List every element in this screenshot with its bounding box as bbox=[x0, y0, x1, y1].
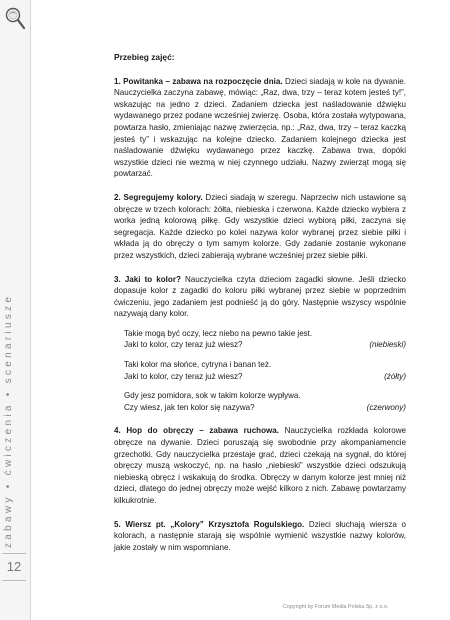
riddle-3-answer: (czerwony) bbox=[366, 402, 406, 412]
riddle-2-answer: (żółty) bbox=[384, 371, 406, 381]
paragraph-4-title: 4. Hop do obręczy – zabawa ruchowa. bbox=[114, 426, 279, 436]
paragraph-3-text: Nauczycielka czyta dzieciom zagadki słowne. Jeśli dziecko dopasuje kolor z zagadki do koloru piłki wybranej przez siebie w poprzednim ćwiczeniu, jego zadaniem jest podnieść ją do góry. Następnie wszyscy wspólnie nazywają dany kolor. bbox=[114, 274, 406, 319]
riddle-2 bbox=[124, 359, 406, 382]
paragraph-2-title: 2. Segregujemy kolory. bbox=[114, 192, 203, 202]
page-number: 12 bbox=[2, 553, 26, 581]
magnifier-logo-icon bbox=[4, 6, 26, 32]
riddle-2-line2: Jaki to kolor, czy teraz już wiesz? bbox=[124, 371, 243, 381]
riddle-2-line1: Taki kolor ma słońce, cytryna i banan też. bbox=[124, 360, 272, 370]
paragraph-5-title: 5. Wiersz pt. „Kolory” Krzysztofa Rogulskiego. bbox=[114, 519, 305, 529]
section-heading: Przebieg zajęć: bbox=[114, 52, 175, 62]
main-text bbox=[114, 52, 406, 565]
riddle-3-line1: Gdy jesz pomidora, sok w takim kolorze wypływa. bbox=[124, 391, 301, 401]
riddle-1-line2: Jaki to kolor, czy teraz już wiesz? bbox=[124, 340, 243, 350]
riddle-3 bbox=[124, 390, 406, 413]
paragraph-3-title: 3. Jaki to kolor? bbox=[114, 274, 181, 284]
copyright-footer: Copyright by Forum Media Polska Sp. z o.o. bbox=[283, 604, 389, 610]
riddle-1 bbox=[124, 328, 406, 351]
paragraph-4-text: Nauczycielka rozkłada kolorowe obręcze na dywanie. Dzieci poruszają się swobodnie przy akompaniamencie grzechotki. Gdy nauczycielka przestaje grać, dzieci czekają na sygnał, do której obręczy muszą wskoczyć, np. na hasło „niebieski” wszystkie dzieci odszukują niebieską obręcz i wskakują do środka. Obręczy w danym kolorze jest mniej niż dzieci, dlatego do jednej obręczy może wejść kilkoro z nich. Zabawę powtarzamy kilkukrotnie. bbox=[114, 426, 406, 505]
paragraph-4 bbox=[114, 425, 406, 506]
riddle-1-answer: (niebieski) bbox=[369, 340, 406, 350]
sidebar-strip bbox=[0, 0, 31, 620]
paragraph-5-text: Dzieci słuchają wiersza o kolorach, a następnie starają się wspólnie wymienić wszystkie nazwy kolorów, jakie zostały w nim wspomniane. bbox=[114, 519, 406, 552]
paragraph-5 bbox=[114, 519, 406, 554]
paragraph-1 bbox=[114, 76, 406, 180]
sidebar-vertical-label: zabawy • ćwiczenia • scenariusze bbox=[3, 293, 14, 548]
riddle-1-line1: Takie mogą być oczy, lecz niebo na pewno takie jest. bbox=[124, 328, 313, 338]
paragraph-2-text: Dzieci siadają w szeregu. Naprzeciw nich ustawione są obręcze w trzech kolorach: żółta, niebieska i czerwona. Każde dziecko wybiera z worka jedną kolorową piłkę. Gdy wszystkie dzieci wybiorą piłki, zaczyna się segregacja. Każde dziecko po kolei nazywa kolor wybranej przez siebie piłki i wkłada ją do obręczy o tym samym kolorze. Gdy zadanie zostanie wykonane przez wszystkich, dzieci zabierają wybrane wcześniej przez siebie piłki. bbox=[114, 192, 406, 260]
paragraph-1-title: 1. Powitanka – zabawa na rozpoczęcie dnia. bbox=[114, 76, 283, 86]
paragraph-3 bbox=[114, 274, 406, 320]
paragraph-1-text: Dzieci siadają w kole na dywanie. Nauczycielka zaczyna zabawę, mówiąc: „Raz, dwa, trzy – teraz kotem jesteś ty!”, wskazując na jedno z dzieci. Zadaniem dziecka jest naśladowanie dźwięku wydawanego przez podane wcześniej zwierzę. Osoba, która została wytypowana, powtarza hasło, zmieniając nazwę zwierzęcia, np.: „Raz, dwa, trzy – teraz kaczką jesteś ty” i wskazując na kolejne dziecko. Zadaniem kolejnego dziecka jest naśladowanie dźwięku wydawanego przez kaczkę. Zabawa trwa, dopóki wszystkie dzieci nie wezmą w niej czynnego udziału. Nazwy zwierząt mogą się powtarzać. bbox=[114, 76, 406, 179]
paragraph-2 bbox=[114, 192, 406, 262]
riddle-3-line2: Czy wiesz, jak ten kolor się nazywa? bbox=[124, 402, 255, 412]
